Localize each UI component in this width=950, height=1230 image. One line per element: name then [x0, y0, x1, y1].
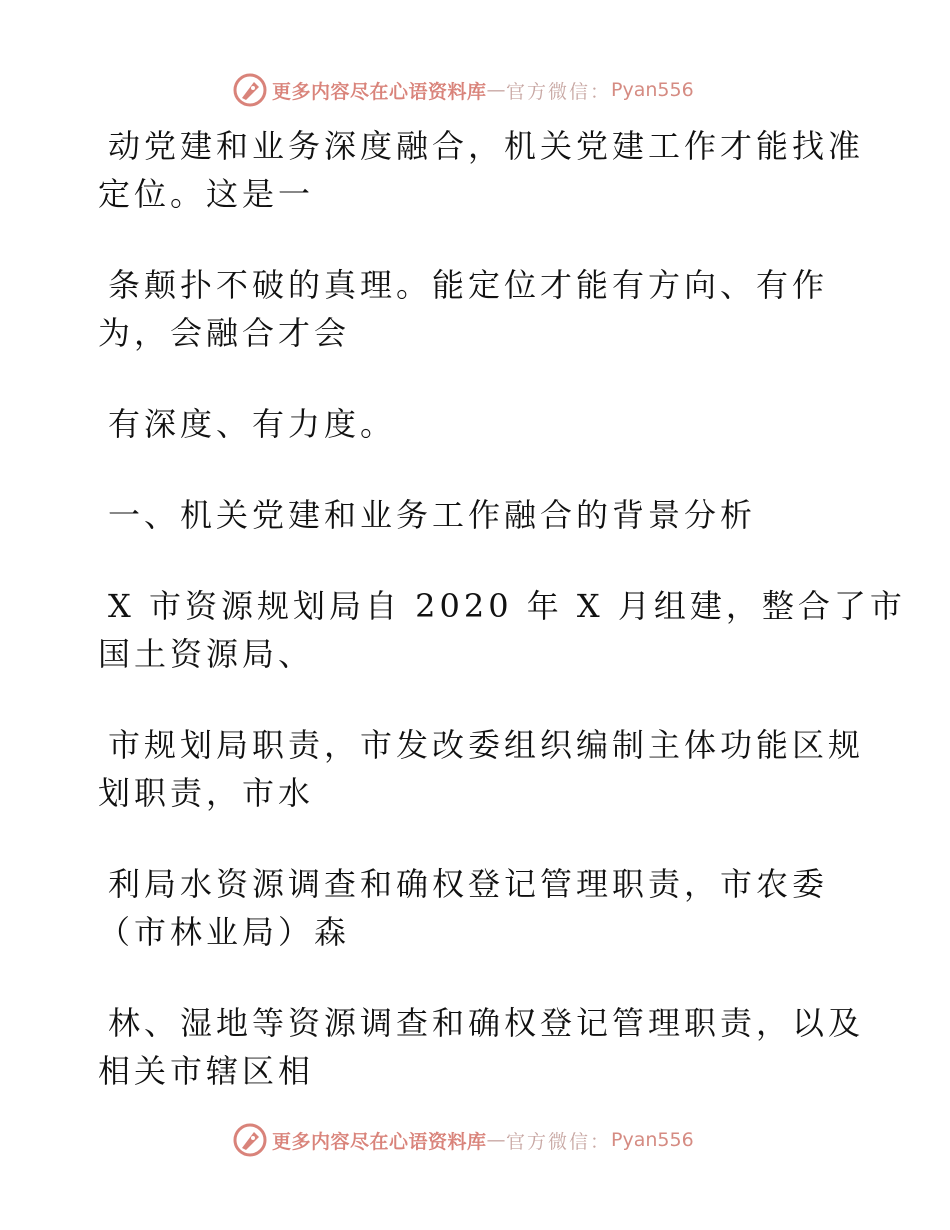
- text-line: X 市资源规划局自 2020 年 X 月组建，整合了市: [108, 587, 906, 625]
- watermark-wechat-id: Pyan556: [611, 79, 694, 101]
- text-line: 相关市辖区相: [98, 1052, 315, 1090]
- paragraph: [98, 400, 858, 448]
- text-line: 动党建和业务深度融合，机关党建工作才能找准: [108, 127, 865, 165]
- text-line: （市林业局）森: [98, 913, 351, 951]
- paragraph: [98, 999, 865, 1095]
- paragraph: [98, 721, 865, 817]
- watermark-wechat-label: 官方微信：: [506, 1130, 612, 1153]
- text-line: 条颠扑不破的真理。能定位才能有方向、有作: [108, 266, 829, 304]
- text-line: 划职责，市水: [98, 774, 315, 812]
- text-line: 一、机关党建和业务工作融合的背景分析: [108, 496, 757, 534]
- watermark-site-text: 更多内容尽在心语资料库: [272, 1130, 487, 1153]
- paragraph: [98, 122, 865, 218]
- paragraph: [98, 261, 858, 357]
- text-line: 市规划局职责，市发改委组织编制主体功能区规: [108, 726, 865, 764]
- text-line: 利局水资源调查和确权登记管理职责，市农委: [108, 865, 829, 903]
- paragraph: [98, 491, 858, 539]
- text-line: 国土资源局、: [98, 635, 315, 673]
- watermark-separator: —: [486, 79, 507, 101]
- footer-watermark: [232, 1122, 694, 1158]
- pen-nib-logo-icon: [232, 72, 268, 108]
- document-body: [98, 122, 906, 1095]
- paragraph: [98, 582, 906, 678]
- watermark-separator: —: [486, 1129, 507, 1151]
- text-line: 有深度、有力度。: [108, 405, 397, 443]
- watermark-wechat-label: 官方微信：: [506, 80, 612, 103]
- header-watermark: [232, 72, 694, 108]
- paragraph: [98, 860, 858, 956]
- watermark-site-text: 更多内容尽在心语资料库: [272, 80, 487, 103]
- pen-nib-logo-icon: [232, 1122, 268, 1158]
- text-line: 定位。这是一: [98, 175, 315, 213]
- watermark-wechat-id: Pyan556: [611, 1129, 694, 1151]
- text-line: 为，会融合才会: [98, 314, 351, 352]
- text-line: 林、湿地等资源调查和确权登记管理职责，以及: [108, 1004, 865, 1042]
